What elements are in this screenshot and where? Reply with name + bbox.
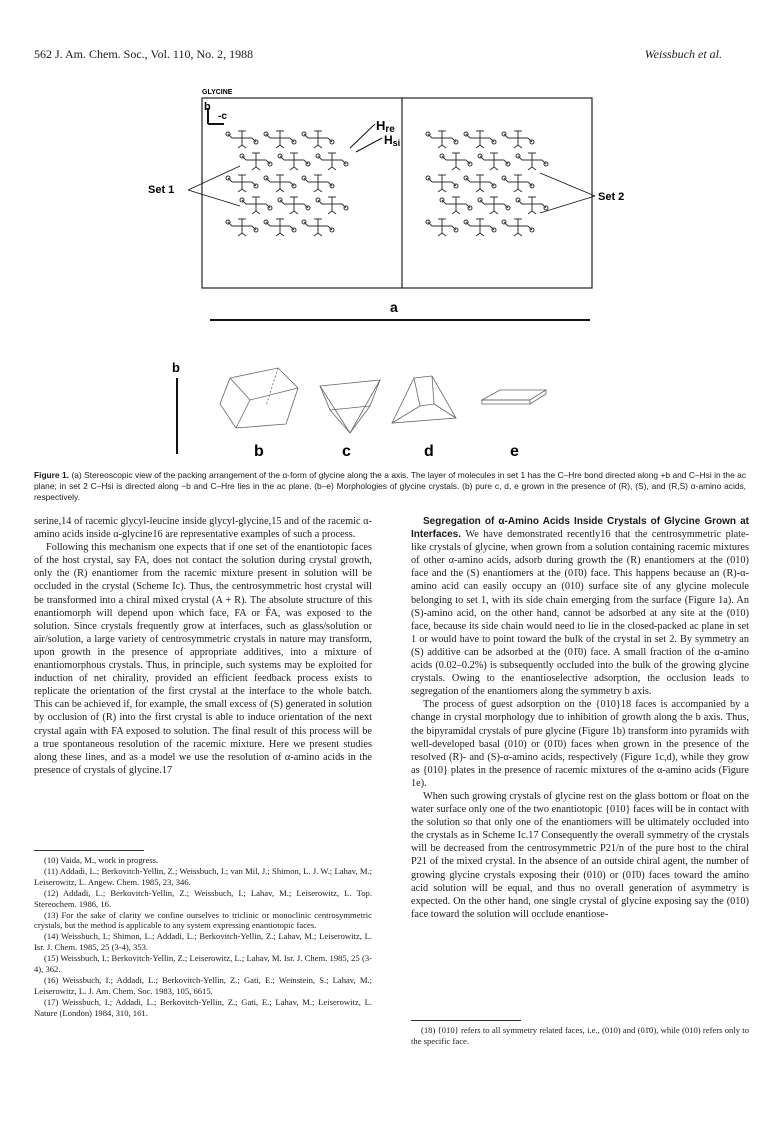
- reference-16: (16) Weissbuch, I.; Addadi, L.; Berkovitch-Yellin, Z.; Gati, E.; Weinstein, S.; Lahav, M.; Leiserowitz, L. J. Am. Chem. Soc. 1983, 105, 6615.: [34, 974, 372, 996]
- right-paragraph-2: The process of guest adsorption on the {010}18 faces is accompanied by a change in crystal morphology due to inhibition of growth along the b axis. Thus, the bipyramidal crystals of pure glycine (Figure 1b) transform into pyramids with well-developed basal (010) or (01̄0) faces when grown in the presence of the resolved (R)- and (S)-α-amino acids, respectively (Figure 1c,d), while they grow as {010} plates in the presence of racemic mixtures of the α-amino acids (Figure 1e).: [411, 699, 749, 789]
- glycine-molecule: [502, 219, 534, 236]
- glycine-molecule: [516, 153, 548, 170]
- figure-1: [148, 88, 625, 463]
- set2-pointer-b: [540, 196, 595, 213]
- packing-frame: [202, 98, 592, 288]
- glycine-molecules-right: [426, 131, 548, 236]
- set1-label: Set 1: [148, 184, 175, 196]
- glycine-molecule: [426, 131, 458, 148]
- glycine-molecule: [316, 153, 348, 170]
- right-column: [411, 515, 749, 921]
- glycine-molecule: [240, 197, 272, 214]
- glycine-molecule: [464, 175, 496, 192]
- glycine-molecule: [264, 219, 296, 236]
- glycine-molecule: [478, 197, 510, 214]
- section-heading: Segregation of α-Amino Acids Inside Crystals of Glycine Grown at Interfaces.: [411, 516, 749, 541]
- glycine-molecule: [316, 197, 348, 214]
- glycine-molecule: [478, 153, 510, 170]
- glycine-molecule: [464, 219, 496, 236]
- glycine-molecule: [278, 153, 310, 170]
- glycine-molecule: [278, 197, 310, 214]
- footnote-18: (18) {010} refers to all symmetry related faces, i.e., (010) and (01̄0), while (010) refers only to the specific face.: [411, 1025, 749, 1046]
- h-re-pointer: [350, 124, 375, 148]
- right-paragraph-3: When such growing crystals of glycine rest on the glass bottom or float on the water surface only one of the two enantiotopic {010} faces will be in contact with the solution so that only one of the enantiomers will be ultimately occluded into the crystals as in Scheme Ic.17 Consequently the overall symmetry of the crystals will be decreased from the centrosymmetric P21/n of the pure host to the chiral P21 of the mixed crystal. In the absence of an outside chiral agent, the number of growing glycine crystals exposing their (010) or (01̄0) faces toward the amino acid solution will be equal, and thus no overall generation of asymmetry is expected. On the other hand, one single crystal of glycine exposing say the (010) face toward the solution will occlude enantiose-: [411, 790, 749, 920]
- glycine-molecule: [226, 131, 258, 148]
- panel-a-label: a: [390, 299, 398, 315]
- set2-pointer-a: [540, 173, 595, 196]
- reference-12: (12) Addadi, L.; Berkovitch-Yellin, Z.; Weissbuch, I.; Lahav, M.; Leiserowitz, L. Top. Stereochem. 1986, 16.: [34, 887, 372, 909]
- running-head-right: Weissbuch et al.: [644, 47, 722, 61]
- glycine-molecule: [302, 131, 334, 148]
- glycine-molecule: [240, 153, 272, 170]
- glycine-molecule: [302, 175, 334, 192]
- glycine-molecule: [502, 131, 534, 148]
- label-e: e: [510, 443, 519, 460]
- set1-pointer-b: [188, 190, 240, 206]
- crystal-b: [220, 368, 298, 428]
- glycine-molecule: [264, 131, 296, 148]
- footnote-rule: [411, 1020, 521, 1021]
- reference-14: (14) Weissbuch, I.; Shimon, L.; Addadi, L.; Berkovitch-Yellin, Z.; Lahav, M.; Leiserowitz, L. Isr. J. Chem. 1985, 25 (3-4), 353.: [34, 931, 372, 953]
- reference-13: (13) For the sake of clarity we confine ourselves to triclinic or monoclinic centrosymmetric crystals, but the method is applicable to any system expressing enantiotopic faces.: [34, 909, 372, 931]
- axis-b2-label: b: [172, 360, 180, 375]
- label-d: d: [424, 443, 434, 460]
- glycine-molecule: [226, 175, 258, 192]
- set1-pointer-a: [188, 166, 240, 190]
- glycine-molecule: [226, 219, 258, 236]
- figure-1-drawing: [148, 88, 625, 463]
- glycine-molecule: [440, 153, 472, 170]
- figure-caption: [34, 470, 746, 503]
- left-paragraph-2: Following this mechanism one expects that if one set of the enantiotopic faces of the host crystal, say FA, does not contact the solution during crystal growth, only the (R) enantiomer from the racemic mixture present in solution will be occluded in the crystal (Scheme Ic). Thus, the centrosymmetric host crystal will be transformed into a chiral mixed crystal (A + R). The absolute structure of this enantiomorph will depend upon which face, FA or F̄A, was exposed to the solution. Since crystals frequently grow at interfaces, such as glass/solution or air/solution, a large variety of centrosymmetric crystals in nature may transform, upon growth in the presence of appropriate additives, into a mixture of enantiomorphous crystals. Thus, in principle, such systems may be exploited for induction of net chirality, provided an efficient feedback process exists to replicate the orientation of the first crystal at the interface to the whole batch. This can be achieved if, for example, the small excess of (S) generated in solution by occlusion of (R) into the first crystal is able to induce orientation of the next crystal again with FA exposed to solution. The final result of this process will be a true spontaneous resolution of the racemic mixture. Here we present studies along these lines, and as a model we use the resolution of α-amino acids in the presence of crystals of glycine.17: [34, 542, 372, 776]
- h-re-label: Hre: [376, 118, 395, 135]
- reference-15: (15) Weissbuch, I.; Berkovitch-Yellin, Z.; Leiserowitz, L.; Lahav, M. Isr. J. Chem. 1985, 25 (3-4), 362.: [34, 953, 372, 975]
- glycine-molecule: [426, 175, 458, 192]
- panel-title: GLYCINE: [202, 89, 233, 96]
- glycine-molecule: [502, 175, 534, 192]
- left-column: [34, 515, 372, 777]
- label-b: b: [254, 443, 264, 460]
- reference-10: (10) Vaida, M., work in progress.: [44, 855, 159, 865]
- reference-11: (11) Addadi, L.; Berkovitch-Yellin, Z.; Weissbuch, I.; van Mil, J.; Shimon, L. J. W.; Lahav, M.; Leiserowitz, L. Angew. Chem. 1985, 23, 346.: [34, 865, 372, 887]
- right-paragraph-1: [411, 515, 749, 698]
- caption-lead: Figure 1.: [34, 470, 70, 480]
- axis-b-label: b: [204, 101, 211, 113]
- crystal-d: [392, 376, 456, 423]
- h-si-pointer: [356, 138, 382, 152]
- glycine-molecule: [464, 131, 496, 148]
- glycine-molecule: [440, 197, 472, 214]
- references-rule: [34, 850, 144, 851]
- footnote: [411, 1020, 749, 1047]
- crystal-e: [482, 390, 546, 404]
- label-c: c: [342, 443, 351, 460]
- crystal-c: [320, 380, 380, 433]
- left-paragraph-1: serine,14 of racemic glycyl-leucine inside glycyl-glycine,15 and of the racemic α-amino acids inside α-glycine16 are representative examples of such a process.: [34, 516, 372, 541]
- running-head-left: 562 J. Am. Chem. Soc., Vol. 110, No. 2, 1988: [34, 47, 254, 61]
- glycine-molecule: [516, 197, 548, 214]
- references: [34, 850, 372, 1019]
- axis-c-label: -c: [218, 111, 227, 122]
- glycine-molecule: [426, 219, 458, 236]
- glycine-molecule: [302, 219, 334, 236]
- glycine-molecules-left: [226, 131, 348, 236]
- right-paragraph-1-text: We have demonstrated recently16 that the centrosymmetric plate-like crystals of glycine, when grown from a solution containing racemic mixtures of other α-amino acids, adsorb during growth the (R) enantiomers at the (010) face and the (S) enantiomers at the (01̄0) face. This happens because an (R)-α-amino acid can easily occupy an (010) surface site of any glycine molecule belonging to set 1, with its side chain emerging from the surface (Figure 1a). An (S)-amino acid, on the other hand, cannot be adsorbed at any site at the (010) face, because its side chain would need to lie in the closed-packed ac plane in set 1 or would have to point toward the bulk of the crystal in set 2. By symmetry an (S) additive can be adsorbed at the (01̄0) face. A small fraction of the α-amino acids (0.02–0.2%) is subsequently occluded into the bulk of the growing glycine crystals. Owing to the enantioselective adsorption, the occlusion leads to segregation of the enantiomers along the symmetry b axis.: [411, 529, 750, 698]
- h-si-label: Hsi: [384, 133, 401, 148]
- glycine-molecule: [264, 175, 296, 192]
- reference-17: (17) Weissbuch, I.; Addadi, L.; Berkovitch-Yellin, Z.; Gati, E.; Lahav, M.; Leiserowitz, L. Nature (London) 1984, 310, 161.: [34, 996, 372, 1018]
- set2-label: Set 2: [598, 191, 625, 203]
- caption-text: (a) Stereoscopic view of the packing arrangement of the α-form of glycine along the a axis. The layer of molecules in set 1 has the C–Hre bond directed along +b and C–Hsi in the ac plane; in set 2 C–Hsi is directed along −b and C–Hre lies in the ac plane. (b–e) Morphologies of glycine crystals. (b) pure c, d, e grown in the presence of (R), (S), and (R,S) α-amino acids, respectively.: [34, 470, 747, 502]
